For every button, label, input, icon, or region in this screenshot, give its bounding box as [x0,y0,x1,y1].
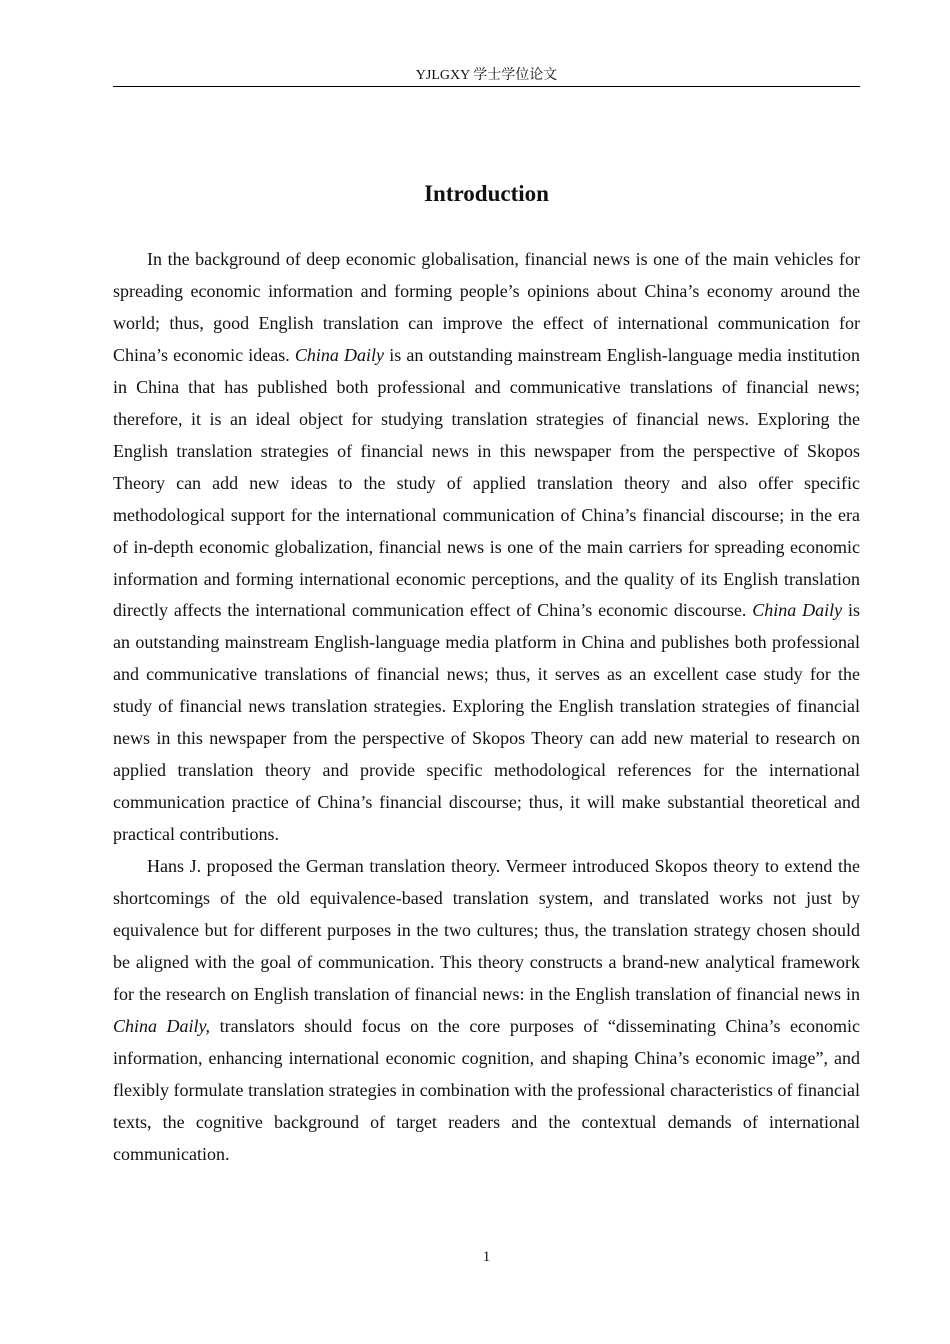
body-text [113,244,860,1171]
running-header: YJLGXY 学士学位论文 [415,68,558,83]
paragraph-1-italic-1: China Daily [294,344,385,365]
paragraph-1-part-3: is an outstanding mainstream English-language media platform in China and publishes both professional and communicative translations of financial news; thus, it serves as an excellent case study for the study of financial news translation strategies. Exploring the English translation strategies of financial news in this newspaper from the perspective of Skopos Theory can add new material to research on applied translation theory and provide specific methodological references for the international communication practice of China’s financial discourse; thus, it will make substantial theoretical and practical contributions. [113,600,861,845]
paragraph-1 [113,244,860,851]
paragraph-2-part-2: translators should focus on the core purposes of “disseminating China’s economic information, enhancing international economic cognition, and shaping China’s economic image”, and flexibly formulate translation strategies in combination with the professional characteristics of financial texts, the cognitive background of target readers and the contextual demands of international communication. [113,1015,860,1164]
paragraph-1-part-2: is an outstanding mainstream English-language media institution in China that has published both professional and communicative translations of financial news; therefore, it is an ideal object for studying translation strategies of financial news. Exploring the English translation strategies of financial news in this newspaper from the perspective of Skopos Theory can add new ideas to the study of applied translation theory and also offer specific methodological support for the international communication of China’s financial discourse; in the era of in-depth economic globalization, financial news is one of the main carriers for spreading economic information and forming international economic perceptions, and the quality of its English translation directly affects the international communication effect of China’s economic discourse. [113,344,861,621]
page-number: 1 [482,1249,491,1265]
paragraph-2-italic-1: China Daily, [113,1015,211,1036]
paragraph-2-part-1: Hans J. proposed the German translation theory. Vermeer introduced Skopos theory to extend the shortcomings of the old equivalence-based translation system, and translated works not just by equivalence but for different purposes in the two cultures; thus, the translation strategy chosen should be aligned with the goal of communication. This theory constructs a brand-new analytical framework for the research on English translation of financial news: in the English translation of financial news in [113,856,860,1004]
paragraph-2 [113,851,860,1171]
header-rule [113,86,860,87]
paragraph-1-part-1: In the background of deep economic globalisation, financial news is one of the main vehicles for spreading economic information and forming people’s opinions about China’s economy around the world; thus, good English translation can improve the effect of international communication for China’s economic ideas. [113,249,860,365]
section-title: Introduction [424,181,549,206]
paragraph-1-italic-2: China Daily [752,600,843,621]
